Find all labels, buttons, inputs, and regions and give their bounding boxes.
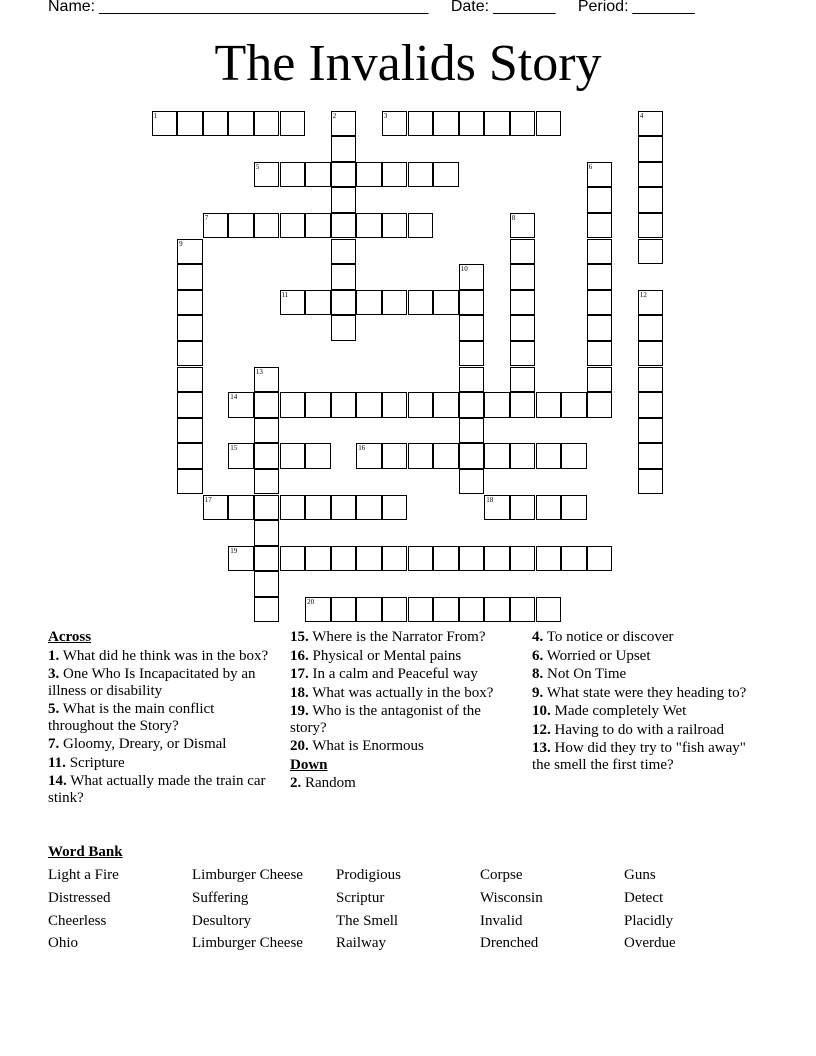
- word-bank-item: Suffering: [192, 889, 249, 906]
- word-bank-heading: Word Bank: [48, 844, 123, 860]
- clue: [48, 773, 270, 806]
- grid-cell[interactable]: [280, 162, 306, 188]
- grid-cell[interactable]: [331, 162, 357, 188]
- clue-number: 19: [230, 546, 238, 555]
- grid-cell[interactable]: [177, 367, 203, 393]
- grid-cell[interactable]: [177, 111, 203, 137]
- grid-cell[interactable]: [408, 290, 434, 316]
- word-bank-row: [48, 867, 768, 890]
- word-bank-item: Prodigious: [336, 867, 402, 883]
- grid-cell[interactable]: [510, 213, 536, 239]
- clue-number: 12: [639, 290, 647, 299]
- clue: [532, 685, 762, 702]
- grid-cell[interactable]: [587, 392, 613, 418]
- grid-cell[interactable]: [356, 597, 382, 623]
- clue: [290, 629, 518, 646]
- grid-cell[interactable]: [484, 546, 510, 572]
- clue-number: 7: [204, 213, 209, 222]
- clue: [532, 703, 762, 720]
- grid-cell[interactable]: [459, 418, 485, 444]
- clues-column-2: [290, 629, 518, 794]
- grid-cell[interactable]: [305, 443, 331, 469]
- grid-cell[interactable]: [587, 187, 613, 213]
- clue-number: 18.: [290, 684, 309, 701]
- clue: [532, 722, 762, 739]
- grid-cell[interactable]: [280, 213, 306, 239]
- clue-number: 11.: [48, 754, 66, 771]
- grid-cell[interactable]: [638, 213, 664, 239]
- clue: [290, 666, 518, 683]
- grid-cell[interactable]: [331, 392, 357, 418]
- grid-cell[interactable]: [228, 111, 254, 137]
- grid-cell[interactable]: [638, 315, 664, 341]
- grid-cell[interactable]: [152, 111, 178, 137]
- clue-number: 6: [588, 162, 593, 171]
- word-bank-item: Desultory: [192, 912, 252, 929]
- grid-cell[interactable]: [510, 367, 536, 393]
- grid-cell[interactable]: [280, 443, 306, 469]
- grid-cell[interactable]: [382, 162, 408, 188]
- grid-cell[interactable]: [459, 392, 485, 418]
- grid-cell[interactable]: [484, 597, 510, 623]
- grid-cell[interactable]: [433, 546, 459, 572]
- clue-number: 5: [255, 162, 260, 171]
- word-bank-item: Scriptur: [336, 889, 385, 906]
- grid-cell[interactable]: [587, 341, 613, 367]
- grid-cell[interactable]: [510, 341, 536, 367]
- grid-cell[interactable]: [331, 495, 357, 521]
- name-line: _____________________________________: [99, 0, 429, 15]
- grid-cell[interactable]: [484, 443, 510, 469]
- clue: [48, 701, 270, 734]
- clue-number: 20.: [290, 738, 309, 754]
- grid-cell[interactable]: [382, 443, 408, 469]
- clue-number: 13.: [532, 740, 551, 756]
- period-line: _______: [632, 0, 695, 15]
- grid-cell[interactable]: [510, 264, 536, 290]
- clue-number: 10: [460, 265, 468, 274]
- grid-cell[interactable]: [331, 136, 357, 162]
- clue-text: Where is the Narrator From?: [308, 629, 486, 645]
- clue-text: In a calm and Peaceful way: [308, 666, 478, 682]
- grid-cell[interactable]: [331, 597, 357, 623]
- grid-cell[interactable]: [433, 162, 459, 188]
- grid-cell[interactable]: [587, 213, 613, 239]
- grid-cell[interactable]: [510, 495, 536, 521]
- grid-cell[interactable]: [408, 597, 434, 623]
- grid-cell[interactable]: [331, 187, 357, 213]
- clue-number: 6.: [532, 647, 544, 664]
- grid-cell[interactable]: [331, 213, 357, 239]
- grid-cell[interactable]: [408, 111, 434, 137]
- word-bank-item: Ohio: [48, 935, 78, 952]
- clue: [48, 736, 270, 753]
- clue-number: 12.: [532, 721, 551, 738]
- grid-cell[interactable]: [587, 264, 613, 290]
- grid-cell[interactable]: [228, 443, 254, 469]
- grid-cell[interactable]: [587, 239, 613, 265]
- grid-cell[interactable]: [177, 392, 203, 418]
- clue-number: 14: [230, 393, 238, 402]
- clue-number: 8: [511, 213, 516, 222]
- grid-cell[interactable]: [177, 443, 203, 469]
- across-heading: Across: [48, 629, 92, 645]
- clue-number: 14.: [48, 773, 67, 789]
- grid-cell[interactable]: [228, 392, 254, 418]
- grid-cell[interactable]: [305, 392, 331, 418]
- clue-text: What is Enormous: [308, 738, 424, 754]
- word-bank-item: The Smell: [336, 912, 399, 929]
- grid-cell[interactable]: [408, 162, 434, 188]
- grid-cell[interactable]: [408, 213, 434, 239]
- period-label: Period:: [577, 0, 629, 15]
- grid-cell[interactable]: [638, 341, 664, 367]
- grid-cell[interactable]: [536, 443, 562, 469]
- clue-number: 2: [332, 111, 337, 120]
- grid-cell[interactable]: [459, 111, 485, 137]
- down-heading: Down: [290, 756, 328, 773]
- grid-cell[interactable]: [459, 341, 485, 367]
- grid-cell[interactable]: [177, 418, 203, 444]
- grid-cell[interactable]: [280, 546, 306, 572]
- clue: [532, 740, 762, 773]
- down-clue-list-continued: [532, 629, 762, 773]
- grid-cell[interactable]: [331, 546, 357, 572]
- clue-number: 20: [307, 597, 315, 606]
- grid-cell[interactable]: [587, 290, 613, 316]
- clue-number: 3.: [48, 666, 60, 682]
- page-title: The Invalids Story: [214, 35, 602, 92]
- grid-cell[interactable]: [382, 213, 408, 239]
- grid-cell[interactable]: [433, 111, 459, 137]
- grid-cell[interactable]: [228, 213, 254, 239]
- clue-text: What did he think was in the box?: [59, 647, 269, 664]
- grid-cell[interactable]: [254, 597, 280, 623]
- grid-cell[interactable]: [510, 315, 536, 341]
- word-bank-item: Railway: [336, 935, 386, 952]
- grid-cell[interactable]: [305, 162, 331, 188]
- clue: [48, 648, 270, 665]
- word-bank-item: Drenched: [480, 935, 539, 952]
- clue: [290, 648, 518, 665]
- grid-cell[interactable]: [459, 367, 485, 393]
- grid-cell[interactable]: [254, 469, 280, 495]
- grid-cell[interactable]: [433, 290, 459, 316]
- grid-cell[interactable]: [331, 315, 357, 341]
- clue-text: What is the main conflict throughout the Story?: [48, 701, 215, 734]
- grid-cell[interactable]: [536, 392, 562, 418]
- clue-number: 7.: [48, 736, 60, 752]
- grid-cell[interactable]: [280, 290, 306, 316]
- grid-cell[interactable]: [305, 495, 331, 521]
- clue-number: 15.: [290, 629, 309, 645]
- clue-text: To notice or discover: [543, 629, 674, 645]
- clue-text: What actually made the train car stink?: [48, 773, 266, 806]
- clue: [290, 738, 518, 755]
- down-clue-list: [290, 775, 518, 792]
- clue-number: 19.: [290, 703, 309, 719]
- grid-cell[interactable]: [510, 597, 536, 623]
- grid-cell[interactable]: [561, 495, 587, 521]
- grid-cell[interactable]: [382, 495, 408, 521]
- clue: [532, 629, 762, 646]
- grid-cell[interactable]: [536, 597, 562, 623]
- grid-cell[interactable]: [254, 367, 280, 393]
- clue-number: 5.: [48, 701, 60, 717]
- date-line: _______: [493, 0, 556, 15]
- clue-number: 4: [639, 111, 644, 120]
- word-bank-item: Placidly: [624, 912, 674, 929]
- clue: [532, 666, 762, 683]
- grid-cell[interactable]: [638, 239, 664, 265]
- clue-number: 4.: [532, 629, 544, 645]
- grid-cell[interactable]: [280, 111, 306, 137]
- grid-cell[interactable]: [331, 290, 357, 316]
- grid-cell[interactable]: [638, 111, 664, 137]
- clue-text: Worried or Upset: [543, 647, 651, 664]
- grid-cell[interactable]: [382, 111, 408, 137]
- grid-cell[interactable]: [356, 443, 382, 469]
- clue-number: 3: [383, 111, 388, 120]
- grid-cell[interactable]: [459, 546, 485, 572]
- grid-cell[interactable]: [228, 546, 254, 572]
- word-bank-item: Cheerless: [48, 912, 107, 929]
- grid-cell[interactable]: [356, 546, 382, 572]
- grid-cell[interactable]: [459, 443, 485, 469]
- clue-number: 11: [281, 290, 289, 299]
- grid-cell[interactable]: [408, 392, 434, 418]
- clue: [290, 775, 518, 792]
- word-bank: [48, 867, 768, 958]
- grid-cell[interactable]: [536, 111, 562, 137]
- grid-cell[interactable]: [382, 597, 408, 623]
- clue-number: 18: [486, 495, 494, 504]
- name-label: Name:: [48, 0, 96, 15]
- grid-cell[interactable]: [587, 367, 613, 393]
- clue-number: 1.: [48, 647, 60, 664]
- clues-column-3: [532, 629, 762, 775]
- word-bank-item: Light a Fire: [48, 867, 119, 883]
- grid-cell[interactable]: [382, 546, 408, 572]
- clue-text: Gloomy, Dreary, or Dismal: [59, 736, 227, 752]
- grid-cell[interactable]: [484, 392, 510, 418]
- clue-text: Who is the antagonist of the story?: [290, 703, 481, 736]
- clue-text: Random: [301, 775, 356, 791]
- grid-cell[interactable]: [331, 264, 357, 290]
- grid-cell[interactable]: [228, 495, 254, 521]
- grid-cell[interactable]: [254, 213, 280, 239]
- grid-cell[interactable]: [510, 111, 536, 137]
- date-label: Date:: [450, 0, 490, 15]
- clue-number: 2.: [290, 775, 302, 791]
- word-bank-item: Guns: [624, 867, 656, 883]
- grid-cell[interactable]: [203, 495, 229, 521]
- grid-cell[interactable]: [177, 264, 203, 290]
- clue-number: 9: [179, 239, 183, 248]
- word-bank-item: Overdue: [624, 935, 676, 952]
- clue-number: 17.: [290, 666, 309, 682]
- grid-cell[interactable]: [433, 597, 459, 623]
- grid-cell[interactable]: [254, 162, 280, 188]
- word-bank-item: Corpse: [480, 867, 523, 883]
- grid-cell[interactable]: [459, 597, 485, 623]
- clue-text: One Who Is Incapacitated by an illness or disability: [48, 666, 256, 699]
- grid-cell[interactable]: [638, 162, 664, 188]
- clue-text: Physical or Mental pains: [308, 647, 462, 664]
- grid-cell[interactable]: [638, 443, 664, 469]
- grid-cell[interactable]: [203, 213, 229, 239]
- clue-number: 16: [358, 444, 366, 453]
- grid-cell[interactable]: [459, 315, 485, 341]
- grid-cell[interactable]: [484, 111, 510, 137]
- grid-cell[interactable]: [638, 418, 664, 444]
- grid-cell[interactable]: [408, 443, 434, 469]
- grid-cell[interactable]: [382, 290, 408, 316]
- across-clue-list-continued: [290, 629, 518, 755]
- grid-cell[interactable]: [280, 495, 306, 521]
- clue-text: Scripture: [65, 754, 125, 771]
- grid-cell[interactable]: [305, 546, 331, 572]
- grid-cell[interactable]: [587, 546, 613, 572]
- grid-cell[interactable]: [331, 239, 357, 265]
- word-bank-item: Invalid: [480, 912, 523, 929]
- grid-cell[interactable]: [561, 392, 587, 418]
- grid-cell[interactable]: [356, 290, 382, 316]
- clue-text: Made completely Wet: [550, 703, 687, 719]
- clue-text: How did they try to "fish away" the smell the first time?: [532, 740, 746, 773]
- grid-cell[interactable]: [459, 264, 485, 290]
- grid-cell[interactable]: [177, 239, 203, 265]
- word-bank-item: Wisconsin: [480, 889, 543, 906]
- grid-cell[interactable]: [356, 392, 382, 418]
- clue-number: 16.: [290, 647, 309, 664]
- grid-cell[interactable]: [536, 495, 562, 521]
- grid-cell[interactable]: [254, 495, 280, 521]
- grid-cell[interactable]: [510, 290, 536, 316]
- clue-text: What state were they heading to?: [543, 684, 747, 701]
- clue-text: What was actually in the box?: [308, 684, 494, 701]
- clue-text: Having to do with a railroad: [550, 721, 725, 738]
- grid-cell[interactable]: [305, 597, 331, 623]
- grid-cell[interactable]: [254, 443, 280, 469]
- grid-cell[interactable]: [203, 111, 229, 137]
- grid-cell[interactable]: [177, 315, 203, 341]
- clue: [532, 648, 762, 665]
- grid-cell[interactable]: [638, 136, 664, 162]
- word-bank-item: Limburger Cheese: [192, 867, 303, 883]
- word-bank-row: [48, 890, 768, 913]
- clue-number: 8.: [532, 666, 544, 682]
- grid-cell[interactable]: [638, 469, 664, 495]
- grid-cell[interactable]: [331, 111, 357, 137]
- clue: [290, 703, 518, 736]
- grid-cell[interactable]: [356, 495, 382, 521]
- clue: [290, 685, 518, 702]
- grid-cell[interactable]: [433, 392, 459, 418]
- grid-cell[interactable]: [510, 546, 536, 572]
- clue-text: Not On Time: [543, 666, 627, 682]
- grid-cell[interactable]: [536, 546, 562, 572]
- clue-number: 17: [204, 495, 212, 504]
- clue-number: 13: [255, 367, 263, 376]
- grid-cell[interactable]: [177, 469, 203, 495]
- grid-cell[interactable]: [280, 392, 306, 418]
- grid-cell[interactable]: [638, 290, 664, 316]
- grid-cell[interactable]: [356, 213, 382, 239]
- grid-cell[interactable]: [587, 162, 613, 188]
- word-bank-item: Detect: [624, 889, 664, 906]
- grid-cell[interactable]: [356, 162, 382, 188]
- grid-cell[interactable]: [510, 392, 536, 418]
- grid-cell[interactable]: [459, 290, 485, 316]
- grid-cell[interactable]: [510, 443, 536, 469]
- clue-number: 15: [230, 444, 238, 453]
- grid-cell[interactable]: [638, 392, 664, 418]
- clue-number: 1: [153, 111, 157, 120]
- grid-cell[interactable]: [254, 520, 280, 546]
- grid-cell[interactable]: [433, 443, 459, 469]
- grid-cell[interactable]: [561, 546, 587, 572]
- grid-cell[interactable]: [459, 469, 485, 495]
- grid-cell[interactable]: [484, 495, 510, 521]
- clue: [48, 755, 270, 772]
- clue: [48, 666, 270, 699]
- grid-cell[interactable]: [305, 213, 331, 239]
- grid-cell[interactable]: [382, 392, 408, 418]
- grid-cell[interactable]: [305, 290, 331, 316]
- grid-cell[interactable]: [254, 111, 280, 137]
- grid-cell[interactable]: [561, 443, 587, 469]
- grid-cell[interactable]: [177, 290, 203, 316]
- word-bank-row: [48, 913, 768, 936]
- clues-column-1: [48, 629, 270, 808]
- grid-cell[interactable]: [408, 546, 434, 572]
- grid-cell[interactable]: [587, 315, 613, 341]
- grid-cell[interactable]: [638, 367, 664, 393]
- grid-cell[interactable]: [177, 341, 203, 367]
- grid-cell[interactable]: [254, 392, 280, 418]
- grid-cell[interactable]: [510, 239, 536, 265]
- across-clue-list: [48, 648, 270, 807]
- clue-number: 10.: [532, 703, 551, 719]
- word-bank-item: Distressed: [48, 889, 111, 906]
- word-bank-item: Limburger Cheese: [192, 935, 303, 952]
- grid-cell[interactable]: [638, 187, 664, 213]
- grid-cell[interactable]: [254, 546, 280, 572]
- grid-cell[interactable]: [254, 418, 280, 444]
- clue-number: 9.: [532, 684, 544, 701]
- word-bank-row: [48, 935, 768, 958]
- grid-cell[interactable]: [254, 571, 280, 597]
